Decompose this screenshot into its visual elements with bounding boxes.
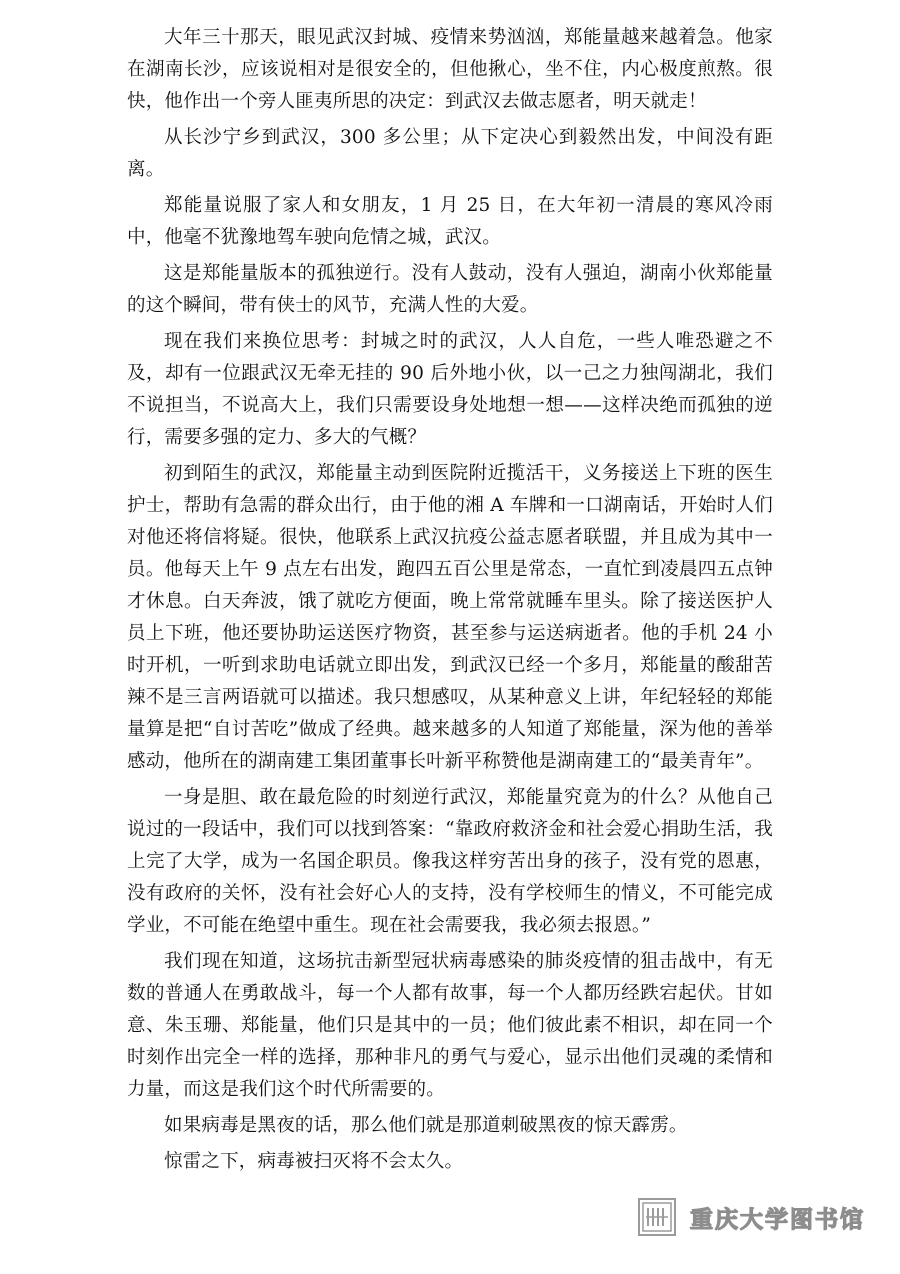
paragraph-9: 如果病毒是黑夜的话，那么他们就是那道刺破黑夜的惊天霹雳。 [164, 1115, 688, 1136]
paragraph-10: 惊雷之下，病毒被扫灭将不会太久。 [164, 1151, 464, 1172]
library-logo-icon [636, 1196, 678, 1238]
paragraph-1: 大年三十那天，眼见武汉封城、疫情来势汹汹，郑能量越来越着急。他家在湖南长沙，应该说相对是很安全的，但他揪心，坐不住，内心极度煎熬。很快，他作出一个旁人匪夷所思的决定：到武汉去做志愿者，明天就走！ [127, 27, 773, 112]
paragraph-5: 现在我们来换位思考：封城之时的武汉，人人自危，一些人唯恐避之不及，却有一位跟武汉无牵无挂的 90 后外地小伙，以一己之力独闯湖北，我们不说担当，不说高大上，我们只需要设身处地想一想——这样决绝而孤独的逆行，需要多强的定力、多大的气概？ [127, 331, 773, 448]
paragraph-2: 从长沙宁乡到武汉，300 多公里；从下定决心到毅然出发，中间没有距离。 [127, 127, 773, 180]
paragraph-6: 初到陌生的武汉，郑能量主动到医院附近揽活干，义务接送上下班的医生护士，帮助有急需的群众出行，由于他的湘 A 车牌和一口湖南话，开始时人们对他还将信将疑。很快，他联系上武汉抗疫公益志愿者联盟，并且成为其中一员。他每天上午 9 点左右出发，跑四五百公里是常态，一直忙到凌晨四五点钟才休息。白天奔波，饿了就吃方便面，晚上常常就睡车里头。除了接送医护人员上下班，他还要协助运送医疗物资，甚至参与运送病逝者。他的手机 24 小时开机，一听到求助电话就立即出发，到武汉已经一个多月，郑能量的酸甜苦辣不是三言两语就可以描述。我只想感叹，从某种意义上讲，年纪轻轻的郑能量算是把“自讨苦吃”做成了经典。越来越多的人知道了郑能量，深为他的善举感动，他所在的湖南建工集团董事长叶新平称赞他是湖南建工的“最美青年”。 [127, 463, 773, 772]
paragraph-3: 郑能量说服了家人和女朋友，1 月 25 日，在大年初一清晨的寒风冷雨中，他毫不犹豫地驾车驶向危情之城，武汉。 [127, 195, 773, 248]
document-page [127, 22, 773, 1182]
watermark-text: 重庆大学图书馆 [690, 1206, 865, 1233]
library-watermark [636, 1192, 876, 1242]
paragraph-8: 我们现在知道，这场抗击新型冠状病毒感染的肺炎疫情的狙击战中，有无数的普通人在勇敢战斗，每一个人都有故事，每一个人都历经跌宕起伏。甘如意、朱玉珊、郑能量，他们只是其中的一员；他们彼此素不相识，却在同一个时刻作出完全一样的选择，那种非凡的勇气与爱心，显示出他们灵魂的柔情和力量，而这是我们这个时代所需要的。 [127, 951, 773, 1100]
paragraph-7: 一身是胆、敢在最危险的时刻逆行武汉，郑能量究竟为的什么？从他自己说过的一段话中，我们可以找到答案：“靠政府救济金和社会爱心捐助生活，我上完了大学，成为一名国企职员。像我这样穷苦出身的孩子，没有党的恩惠，没有政府的关怀，没有社会好心人的支持，没有学校师生的情义，不可能完成学业，不可能在绝望中重生。现在社会需要我，我必须去报恩。” [127, 787, 773, 936]
paragraph-4: 这是郑能量版本的孤独逆行。没有人鼓动，没有人强迫，湖南小伙郑能量的这个瞬间，带有侠士的风节，充满人性的大爱。 [127, 263, 773, 316]
